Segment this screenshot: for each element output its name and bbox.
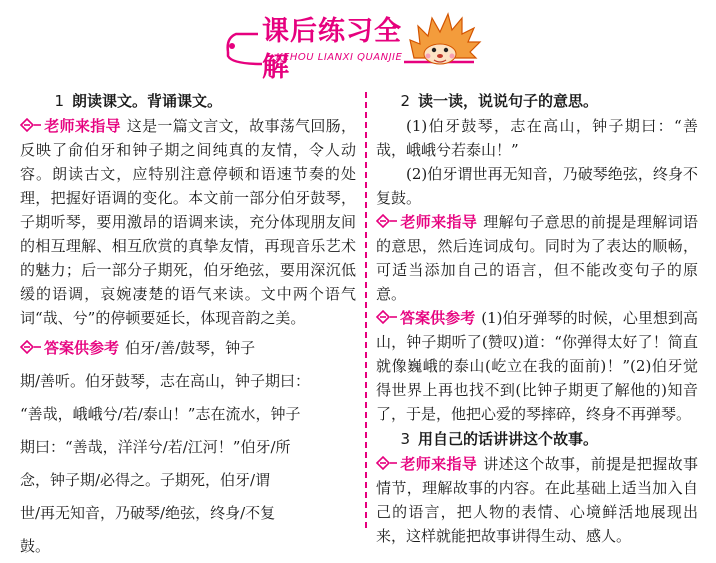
answer-line-text: 伯牙/善/鼓琴，钟子: [125, 339, 256, 357]
answer-line: 期/善听。伯牙鼓琴，志在高山，钟子期曰：: [20, 372, 311, 390]
sentence-1: (1)伯牙鼓琴，志在高山，钟子期曰：“善哉，峨峨兮若泰山！”: [376, 117, 698, 159]
answer-tag-label: 答案供参考: [44, 339, 120, 357]
question-number: 1: [54, 92, 64, 110]
diamond-arrow-icon: [376, 310, 398, 324]
teacher-guide-tag-label: 老师来指导: [400, 213, 478, 231]
teacher-guide-text: 这是一篇文言文，故事荡气回肠，反映了俞伯牙和钟子期之间纯真的友情，令人动容。朗读古文，应特别注意停顿和语速节奏的处理，把握好语调的变化。本文前一部分伯牙鼓琴，子期听琴，要用激昂的语调来读，充分体现朋友间的相互理解、相互欣赏的真挚友情，再现音乐艺术的魅力；后一部分子期死，伯牙绝弦，要用深沉低缓的语调，哀婉凄楚的语气来读。文中两个语气词“哉、兮”的停顿要延长，体现音韵之美。: [20, 117, 356, 327]
banner-subtitle: KEHOU LIANXI QUANJIE: [276, 52, 403, 63]
question-2-heading: [376, 88, 698, 114]
right-column: [376, 88, 698, 548]
question-text: 朗读课文。背诵课文。: [72, 92, 223, 110]
banner-title: 课后练习全解: [262, 16, 402, 83]
question-text: 用自己的话讲讲这个故事。: [418, 430, 599, 448]
question-text: 读一读，说说句子的意思。: [418, 92, 599, 110]
question-number: 3: [400, 430, 410, 448]
answer-line: 期曰：“善哉，洋洋兮/若/江河！”伯牙/所: [20, 438, 291, 456]
answer-line: 念，钟子期/必得之。子期死，伯牙/谓: [20, 471, 271, 489]
answer-2: [376, 306, 698, 426]
teacher-guide-tag: [376, 213, 477, 231]
teacher-guide-1: [20, 114, 356, 330]
diamond-arrow-icon: [20, 340, 42, 354]
answer-line: 世/再无知音，乃破琴/绝弦，终身/不复: [20, 504, 276, 522]
question-number: 2: [400, 92, 410, 110]
answer-text: (1)伯牙弹琴的时候，心里想到高山，钟子期听了(赞叹)道：“你弹得太好了！简直就像巍峨的泰山(屹立在我的面前)！”(2)伯牙觉得世界上再也找不到(比钟子期更了解他的)知音了，于是，他把心爱的琴摔碎，终身不再弹琴。: [376, 309, 698, 423]
diamond-arrow-icon: [376, 456, 398, 470]
answer-1: [20, 332, 356, 563]
answer-tag-label: 答案供参考: [400, 309, 476, 327]
teacher-guide-tag-label: 老师来指导: [44, 117, 121, 135]
teacher-guide-tag: [20, 117, 121, 135]
teacher-guide-text: 讲述这个故事，前提是把握故事情节，理解故事的内容。在此基础上适当加入自己的语言，把人物的表情、心境鲜活地展现出来，这样就能把故事讲得生动、感人。: [376, 455, 698, 545]
teacher-guide-3: [376, 452, 698, 548]
teacher-guide-tag-label: 老师来指导: [400, 455, 478, 473]
column-divider: [365, 92, 367, 528]
answer-line: 鼓。: [20, 537, 51, 555]
answer-tag: [20, 339, 119, 357]
diamond-arrow-icon: [376, 214, 398, 228]
section-banner: [0, 0, 716, 86]
question-3-heading: [376, 426, 698, 452]
left-column: [20, 88, 356, 563]
teacher-guide-text: 理解句子意思的前提是理解词语的意思，然后连词成句。同时为了表达的顺畅，可适当添加自己的语言，但不能改变句子的原意。: [376, 213, 698, 303]
answer-line: “善哉，峨峨兮/若/泰山！”志在流水，钟子: [20, 405, 301, 423]
question-1-heading: [20, 88, 356, 114]
answer-tag: [376, 309, 475, 327]
teacher-guide-tag: [376, 455, 477, 473]
teacher-guide-2: [376, 210, 698, 306]
answer-line: [20, 332, 356, 365]
diamond-arrow-icon: [20, 118, 42, 132]
sentence-2: (2)伯牙谓世再无知音，乃破琴绝弦，终身不复鼓。: [376, 165, 698, 207]
